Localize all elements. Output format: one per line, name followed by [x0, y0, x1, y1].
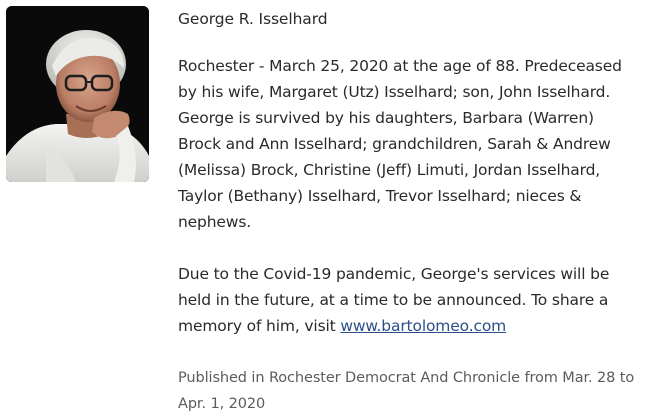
obituary-name: George R. Isselhard	[178, 10, 328, 28]
obituary-paragraph-2-text: Due to the Covid-19 pandemic, George's services will be held in the future, at a time to be announced. To share a memory of him, visit	[178, 265, 610, 335]
obituary-paragraph-2	[178, 261, 640, 339]
obituary-content	[178, 7, 640, 417]
published-info: Published in Rochester Democrat And Chronicle from Mar. 28 to Apr. 1, 2020	[178, 370, 635, 412]
obituary-paragraph-1: Rochester - March 25, 2020 at the age of 88. Predeceased by his wife, Margaret (Utz) Isselhard; son, John Isselhard. George is survived by his daughters, Barbara (Warren) Brock and Ann Isselhard; grandchildren, Sarah & Andrew (Melissa) Brock, Christine (Jeff) Limuti, Jordan Isselhard, Taylor (Bethany) Isselhard, Trevor Isselhard; nieces & nephews.	[178, 57, 622, 231]
portrait-photo	[6, 6, 149, 182]
portrait-illustration	[6, 6, 149, 182]
funeral-home-link[interactable]: www.bartolomeo.com	[340, 317, 507, 335]
